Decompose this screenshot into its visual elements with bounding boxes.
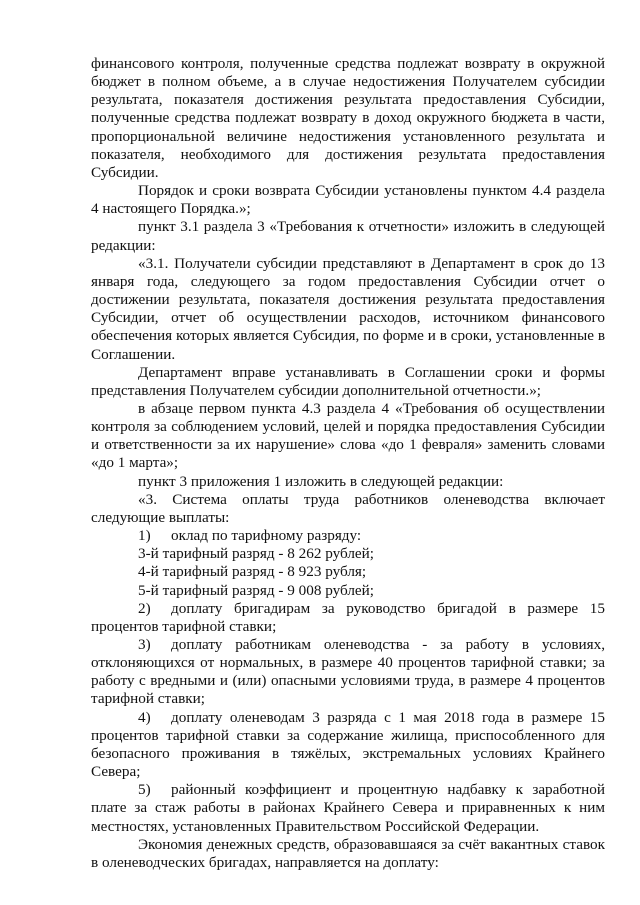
- list-item-1: [91, 527, 605, 545]
- paragraph-financial-control: финансового контроля, полученные средства подлежат возврату в окружной бюджет в полном объеме, а в случае недостижения Получателем субсидии результата, показателя достижения результата предоставления Субсидии, полученные средства подлежат возврату в доход окружного бюджета в части, пропорциональной величине недостижения установленного результата и показателя, необходимого для достижения результата предоставления Субсидии.: [91, 55, 605, 181]
- tariff-grade-3: 3-й тарифный разряд - 8 262 рублей;: [138, 545, 375, 563]
- list-item-number: 3): [138, 636, 151, 653]
- document-body: [91, 55, 605, 872]
- paragraph-additional-reporting: Департамент вправе устанавливать в Соглашении сроки и формы представления Получателем субсидии дополнительной отчетности.»;: [91, 363, 605, 399]
- list-item-5: [91, 781, 605, 835]
- list-item-4: [91, 709, 605, 782]
- list-item-text: доплату оленеводам 3 разряда с 1 мая 2018 года в размере 15 процентов тарифной ставки за содержание жилища, приспособленного для безопасного проживания в тяжёлых, экстремальных условиях Крайнего Севера;: [91, 708, 605, 781]
- list-item-text: районный коэффициент и процентную надбавку к заработной плате за стаж работы в районах Крайнего Севера и приравненных к ним местностях, установленных Правительством Российской Федерации.: [91, 781, 605, 835]
- paragraph-appendix-amendment: пункт 3 приложения 1 изложить в следующей редакции:: [138, 472, 504, 490]
- list-item-number: 2): [138, 599, 151, 617]
- paragraph-return-procedure: Порядок и сроки возврата Субсидии установлены пунктом 4.4 раздела 4 настоящего Порядка.»;: [91, 182, 605, 218]
- paragraph-savings: Экономия денежных средств, образовавшаяся за счёт вакантных ставок в оленеводческих бригадах, направляется на доплату:: [91, 835, 605, 871]
- tariff-grade-4: 4-й тарифный разряд - 8 923 рубля;: [138, 563, 367, 581]
- tariff-grade-5: 5-й тарифный разряд - 9 008 рублей;: [138, 581, 375, 599]
- list-item-text: доплату работникам оленеводства - за работу в условиях, отклоняющихся от нормальных, в размере 40 процентов тарифной ставки; за работу с вредными и (или) опасными условиями труда, в размере 4 процентов тарифной ставки;: [91, 636, 605, 708]
- list-item-text: оклад по тарифному разряду:: [171, 527, 362, 545]
- list-item-2: [91, 600, 605, 636]
- list-item-number: 4): [138, 708, 151, 726]
- paragraph-clause-4-3-amendment: в абзаце первом пункта 4.3 раздела 4 «Требования об осуществлении контроля за соблюдением условий, целей и порядка предоставления Субсидии и ответственности за их нарушение» слова «до 1 февраля» заменить словами «до 1 марта»;: [91, 399, 605, 472]
- list-item-3: [91, 636, 605, 709]
- list-item-text: доплату бригадирам за руководство бригадой в размере 15 процентов тарифной ставки;: [91, 599, 605, 635]
- paragraph-clause-3-1-amendment: пункт 3.1 раздела 3 «Требования к отчетности» изложить в следующей редакции:: [91, 218, 605, 254]
- list-item-number: 1): [138, 527, 151, 545]
- paragraph-payment-system: «3. Система оплаты труда работников оленеводства включает следующие выплаты:: [91, 490, 605, 526]
- list-item-number: 5): [138, 781, 151, 799]
- paragraph-clause-3-1: «3.1. Получатели субсидии представляют в Департамент в срок до 13 января года, следующего за годом предоставления Субсидии отчет о достижении результата, показателя достижения результата предоставления Субсидии, отчет об осуществлении расходов, источником финансового обеспечения которых является Субсидия, по форме и в сроки, установленные в Соглашении.: [91, 254, 605, 363]
